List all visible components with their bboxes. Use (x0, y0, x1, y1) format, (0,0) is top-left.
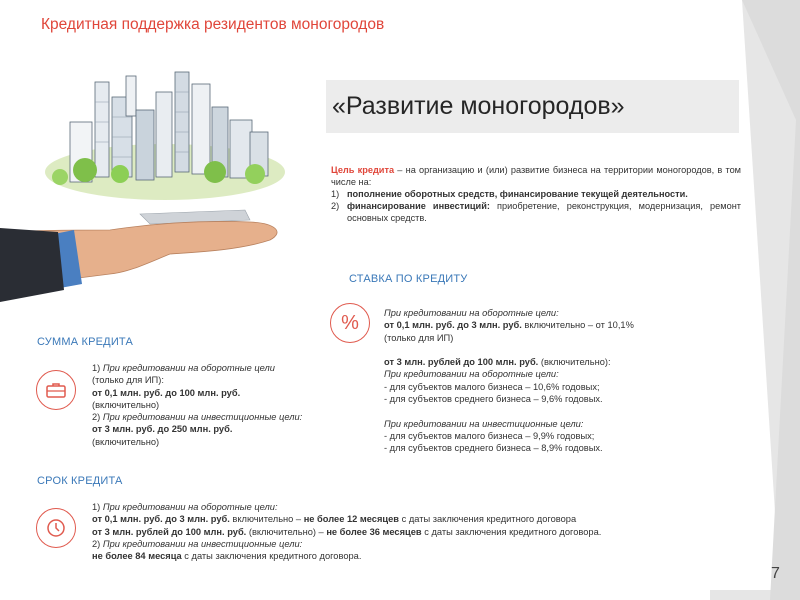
page-number: 7 (771, 565, 780, 582)
credit-purpose: Цель кредита – на организацию и (или) развитие бизнеса на территории моногородов, в том числе на: 1) пополнение оборотных средств, финансирование текущей деятельности. 2) финансирование инвестиций: приобретение, реконструкция, модернизация, ремонт основных средств. (331, 165, 741, 223)
clock-icon (36, 508, 76, 548)
briefcase-icon (36, 370, 76, 410)
hand-city-illustration (0, 62, 320, 324)
amount-text: 1) При кредитовании на оборотные цели (только для ИП): от 0,1 млн. руб. до 100 млн. руб. (включительно) 2) При кредитовании на инвестиционные цели: от 3 млн. руб. до 250 млн. руб. (включительно) (92, 363, 303, 447)
percent-icon: % (330, 303, 370, 343)
slide-title: Кредитная поддержка резидентов моногородов (41, 16, 385, 33)
rate-heading: СТАВКА ПО КРЕДИТУ (349, 273, 468, 285)
term-text: 1) При кредитовании на оборотные цели: от 0,1 млн. руб. до 3 млн. руб. включительно – не более 12 месяцев с даты заключения кредитного договора от 3 млн. рублей до 100 млн. руб. (включительно) – не более 36 месяцев с даты заключения кредитного договора. 2) При кредитовании на инвестиционные цели: не более 84 месяца с даты заключения кредитного договора. (92, 502, 602, 562)
rate-text: При кредитовании на оборотные цели: от 0,1 млн. руб. до 3 млн. руб. включительно – от 10,1% (только для ИП) от 3 млн. рублей до 100 млн. руб. (включительно): При кредитовании на оборотные цели: - для субъектов малого бизнеса – 10,6% годовых; - для субъектов среднего бизнеса – 9,6% годовых. При кредитовании на инвестиционные цели: - для субъектов малого бизнеса – 9,9% годовых; - для субъектов среднего бизнеса – 8,9% годовых. (384, 308, 634, 454)
term-heading: СРОК КРЕДИТА (37, 475, 123, 487)
amount-heading: СУММА КРЕДИТА (37, 336, 134, 348)
headline: «Развитие моногородов» (332, 92, 625, 120)
purpose-item-2: финансирование инвестиций: приобретение, реконструкция, модернизация, ремонт основных средств. (347, 201, 741, 223)
purpose-item-1: пополнение оборотных средств, финансирование текущей деятельности. (347, 189, 688, 199)
purpose-label: Цель кредита (331, 165, 395, 175)
